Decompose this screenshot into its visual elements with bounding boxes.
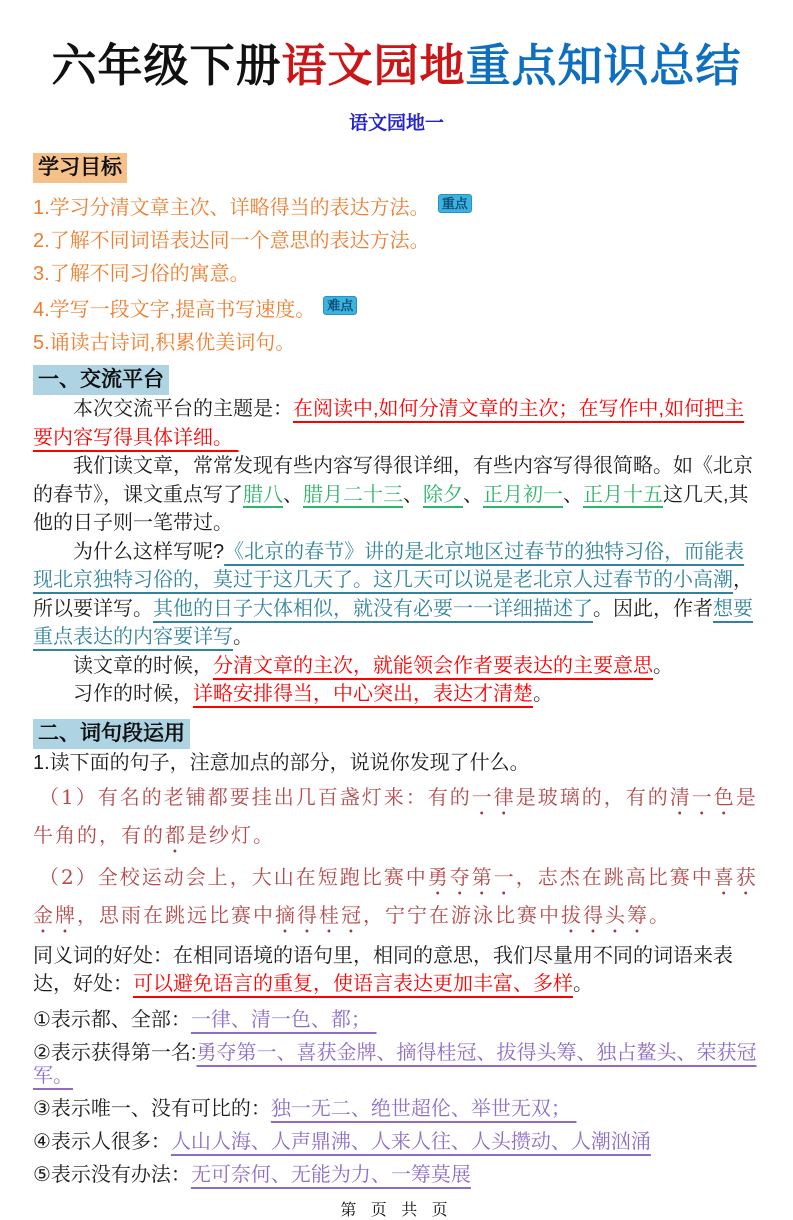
platform-paragraph-theme <box>33 395 760 452</box>
text-segment: 勇夺第一 <box>427 864 516 889</box>
text-segment: 除夕 <box>423 483 463 506</box>
text-segment: 详略安排得当，中心突出，表达才清楚 <box>193 683 533 706</box>
text-segment: 、 <box>463 483 483 506</box>
text-segment: 腊月二十三 <box>303 483 403 506</box>
text-segment: 人山人海、人声鼎沸、人来人往、人头攒动、人潮汹涌 <box>170 1130 651 1153</box>
text-segment: ，所以要详写。 <box>33 569 753 620</box>
platform-paragraph-why <box>33 538 760 652</box>
text-segment: 同义词的好处：在相同语境的语句里，相同的意思，我们尽量用不同的词语来表达，好处： <box>33 944 733 995</box>
text-segment: 勇夺第一、喜获金牌、摘得桂冠、拔得头筹、独占鳌头、荣获冠军。 <box>33 1041 757 1087</box>
platform-paragraph-reading <box>33 452 760 538</box>
goal-item-2 <box>33 230 760 252</box>
text-segment: 3.了解不同习俗的寓意。 <box>33 263 250 285</box>
synonym-category-4 <box>33 1131 760 1154</box>
platform-paragraph-write-tip <box>33 680 760 709</box>
text-segment: 。 <box>533 683 553 706</box>
text-segment: 我们读文章，常常发现有些内容写得很详细，有些内容写得很简略。如《北京的春节》，课文重点写了 <box>33 455 753 506</box>
learning-goals-header: 学习目标 <box>33 153 127 183</box>
text-segment: 想要重点表达的内容要详写 <box>33 597 753 649</box>
text-segment: ②表示获得第一名: <box>33 1041 197 1064</box>
synonym-category-1 <box>33 1009 760 1032</box>
text-segment: 一律、清一色、都； <box>190 1008 377 1031</box>
text-segment: 1.学习分清文章主次、详略得当的表达方法。 <box>33 197 430 219</box>
text-segment: 是玻璃的，有的 <box>515 784 670 809</box>
text-segment: 这几天,其他的日子则一笔带过。 <box>33 483 749 535</box>
word-sentence-usage-header: 二、词句段运用 <box>33 719 190 749</box>
text-segment: 、 <box>283 483 303 506</box>
text-segment: 。 <box>653 654 673 677</box>
difficult-point-badge: 难点 <box>323 296 357 315</box>
text-segment: 在阅读中,如何分清文章的主次；在写作中,如何把主要内容写得具体详细。 <box>33 398 745 449</box>
synonym-category-3 <box>33 1098 760 1121</box>
communication-platform-section <box>33 365 760 709</box>
goal-item-1 <box>33 194 760 219</box>
text-segment: 。 <box>233 626 253 649</box>
communication-platform-header: 一、交流平台 <box>33 365 169 395</box>
text-segment: ⑤表示没有办法： <box>33 1163 191 1186</box>
text-segment: 。 <box>573 973 593 995</box>
text-segment: 一律 <box>471 784 516 809</box>
text-segment: 独一无二、绝世超伦、举世无双； <box>270 1097 577 1120</box>
text-segment: 可以避免语言的重复，使语言表达更加丰富、多样 <box>133 973 573 995</box>
synonym-category-5 <box>33 1164 760 1187</box>
text-segment: 为什么这样写呢? <box>73 540 225 563</box>
usage-intro <box>33 749 760 778</box>
text-segment: 本次交流平台的主题是： <box>73 398 293 421</box>
text-segment: ①表示都、全部： <box>33 1008 191 1031</box>
platform-paragraph-read-tip <box>33 652 760 681</box>
word-sentence-usage-section <box>33 719 760 1187</box>
text-segment: 分清文章的主次，就能领会作者要表达的主要意思 <box>213 654 653 677</box>
key-point-badge: 重点 <box>438 194 472 213</box>
text-segment: （1）有名的老铺都要挂出几百盏灯来：有的 <box>39 784 472 809</box>
text-segment: 六年级下册 <box>51 40 282 91</box>
text-segment: 。 <box>649 902 671 927</box>
text-segment: 其他的日子大体相似，就没有必要一一详细描述了 <box>153 597 593 620</box>
text-segment: ④表示人很多： <box>33 1130 171 1153</box>
text-segment: 1.读下面的句子，注意加点的部分，说说你发现了什么。 <box>33 752 530 774</box>
text-segment: 清一色 <box>669 784 736 809</box>
text-segment: ，宁宁在游泳比赛中 <box>363 902 561 927</box>
text-segment: 喜获金牌 <box>33 864 758 927</box>
text-segment: 正月十五 <box>583 483 663 506</box>
text-segment: 拔得头筹 <box>561 902 649 927</box>
example-sentence-1 <box>33 782 760 858</box>
subtitle: 语文园地一 <box>348 112 444 134</box>
text-segment: 语文园地 <box>281 40 466 91</box>
text-segment: 都 <box>165 822 187 847</box>
text-segment: 5.诵读古诗词,积累优美词句。 <box>33 332 296 354</box>
text-segment: 无可奈何、无能为力、一筹莫展 <box>190 1163 471 1186</box>
text-segment: ，思雨在跳远比赛中 <box>77 902 275 927</box>
text-segment: 《北京的春节》讲的是北京地区过春节的独特习俗，而能表现北京独特习俗的，莫过于这几天了。这几天可以说是老北京人过春节的小高潮 <box>33 540 745 592</box>
text-segment: 重点知识总结 <box>465 40 742 91</box>
text-segment: （2）全校运动会上，大山在短跑比赛中 <box>39 864 428 889</box>
text-segment: 、 <box>563 483 583 506</box>
synonym-benefit-note <box>33 942 760 999</box>
text-segment: 是纱灯。 <box>187 822 275 847</box>
text-segment: 读文章的时候， <box>73 654 213 677</box>
goal-item-3 <box>33 263 760 285</box>
learning-goals-section <box>33 153 760 354</box>
text-segment: 、 <box>403 483 423 506</box>
goal-item-4 <box>33 296 760 321</box>
text-segment: 习作的时候， <box>73 683 193 706</box>
text-segment: 摘得桂冠 <box>275 902 363 927</box>
synonym-category-2 <box>33 1042 760 1088</box>
text-segment: 是牛角的，有的 <box>33 784 758 847</box>
text-segment: 2.了解不同词语表达同一个意思的表达方法。 <box>33 230 430 252</box>
text-segment: 腊八 <box>243 483 283 506</box>
text-segment: 4.学写一段文字,提高书写速度。 <box>33 299 316 321</box>
text-segment: 正月初一 <box>483 483 563 506</box>
page-title <box>33 40 760 92</box>
example-sentence-2 <box>33 862 760 938</box>
text-segment: ，志杰在跳高比赛中 <box>515 864 714 889</box>
goal-item-5 <box>33 332 760 354</box>
text-segment: ③表示唯一、没有可比的： <box>33 1097 271 1120</box>
text-segment: 。因此，作者 <box>593 597 713 620</box>
page-footer: 第 页 共 页 <box>340 1201 453 1219</box>
